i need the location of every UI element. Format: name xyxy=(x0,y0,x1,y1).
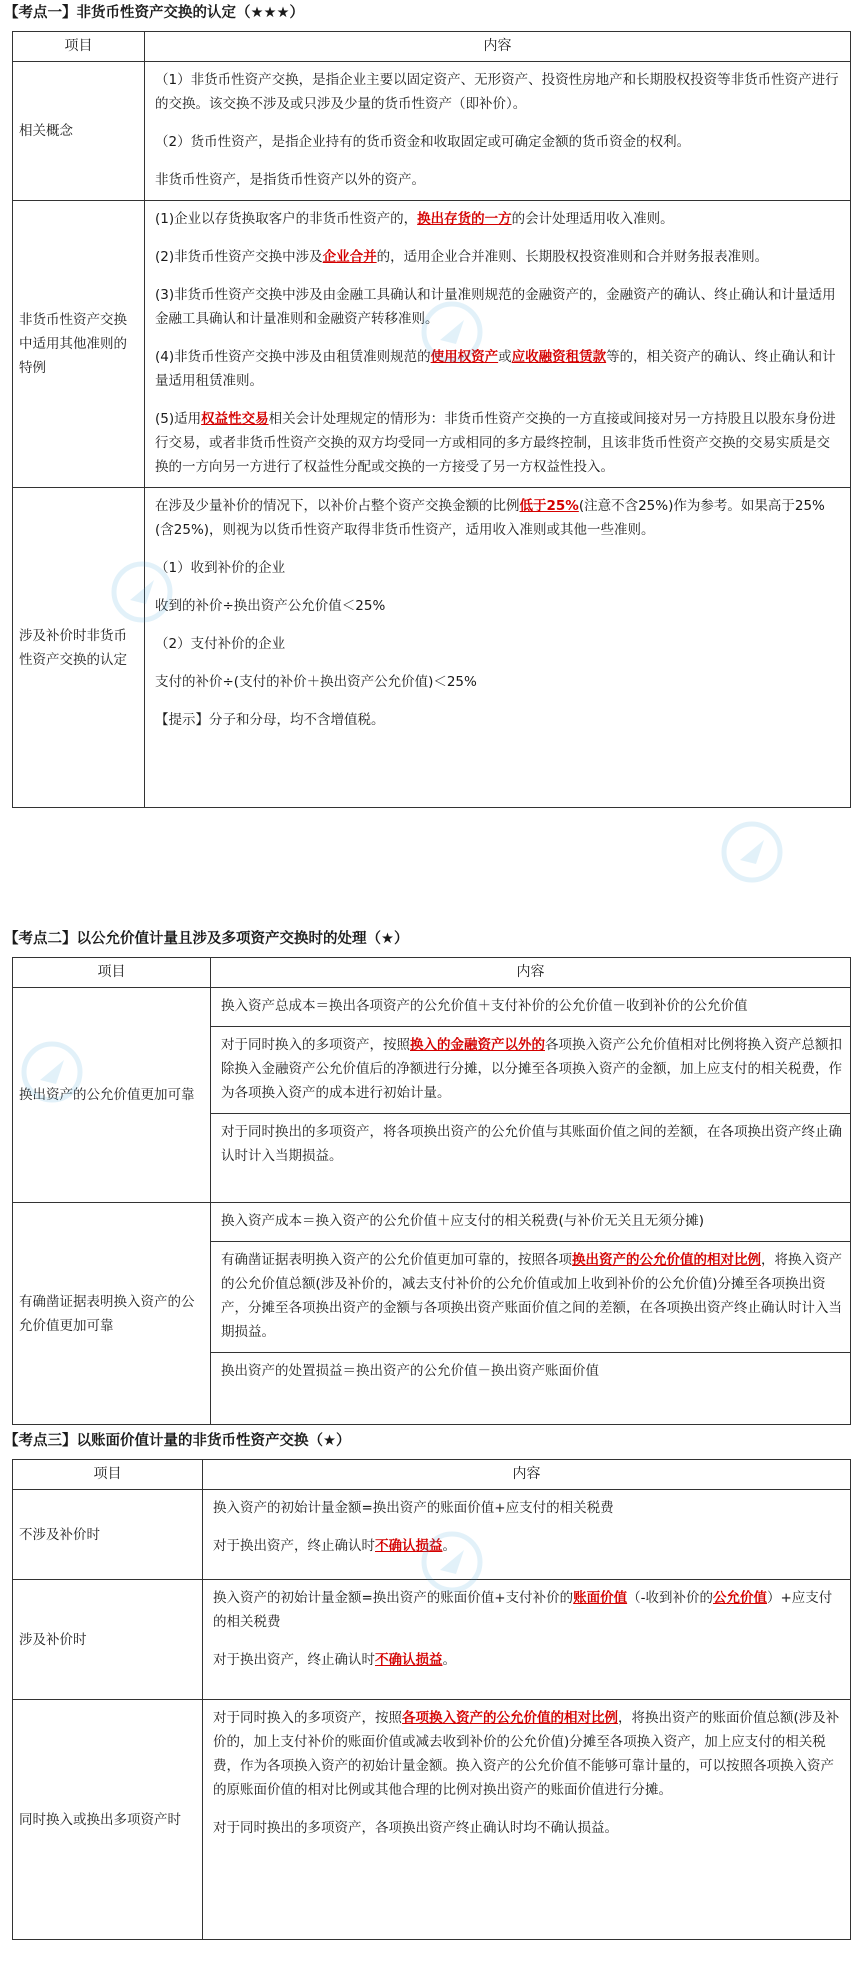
section-1-table xyxy=(12,31,851,808)
row-content xyxy=(203,1490,851,1580)
paragraph xyxy=(145,702,850,740)
text-segment: 换入资产成本＝换入资产的公允价值＋应支付的相关税费(与补价无关且无须分摊) xyxy=(221,1213,705,1229)
text-segment: 对于同时换出的多项资产，将各项换出资产的公允价值与其账面价值之间的差额，在各项换出资产终止确认时计入当期损益。 xyxy=(221,1124,842,1164)
table-row xyxy=(13,1490,851,1580)
watermark-logo-icon xyxy=(720,820,784,884)
paragraph xyxy=(203,1528,850,1566)
row-label: 相关概念 xyxy=(13,62,145,201)
text-segment: （-收到补价的 xyxy=(627,1590,713,1606)
header-item: 项目 xyxy=(13,958,211,988)
text-segment: 或 xyxy=(498,349,512,365)
table-row xyxy=(13,62,851,201)
paragraph xyxy=(145,626,850,664)
row-content xyxy=(211,1203,851,1425)
text-segment: 对于同时换出的多项资产，各项换出资产终止确认时均不确认损益。 xyxy=(213,1820,618,1836)
sub-cell xyxy=(211,1027,850,1114)
text-segment: （1）非货币性资产交换，是指企业主要以固定资产、无形资产、投资性房地产和长期股权投资等非货币性资产进行的交换。该交换不涉及或只涉及少量的货币性资产（即补价）。 xyxy=(155,72,839,112)
header-content: 内容 xyxy=(145,32,851,62)
sub-cell xyxy=(211,1242,850,1353)
highlight-text: 账面价值 xyxy=(573,1590,628,1606)
paragraph xyxy=(145,588,850,626)
table-row xyxy=(13,1700,851,1940)
section-3-table xyxy=(12,1459,851,1940)
row-content xyxy=(145,62,851,201)
text-segment: 收到的补价÷换出资产公允价值＜25% xyxy=(155,598,386,614)
text-segment: (1)企业以存货换取客户的非货币性资产的， xyxy=(155,211,418,227)
text-segment: 换出资产的处置损益＝换出资产的公允价值－换出资产账面价值 xyxy=(221,1363,599,1379)
table-row xyxy=(13,488,851,808)
row-label: 涉及补价时 xyxy=(13,1580,203,1700)
text-segment: 非货币性资产，是指货币性资产以外的资产。 xyxy=(155,172,425,188)
row-content xyxy=(145,488,851,808)
sub-cell xyxy=(211,1353,850,1391)
paragraph xyxy=(145,62,850,124)
sub-cell xyxy=(211,1114,850,1176)
text-segment: (3)非货币性资产交换中涉及由金融工具确认和计量准则规范的金融资产的，金融资产的确认、终止确认和计量适用金融工具确认和计量准则和金融资产转移准则。 xyxy=(155,287,836,327)
paragraph xyxy=(203,1490,850,1528)
table-row xyxy=(13,201,851,488)
text-segment: 换入资产总成本＝换出各项资产的公允价值＋支付补价的公允价值－收到补价的公允价值 xyxy=(221,998,748,1014)
row-label: 同时换入或换出多项资产时 xyxy=(13,1700,203,1940)
text-segment: 的，适用企业合并准则、长期股权投资准则和合并财务报表准则。 xyxy=(376,249,769,265)
text-segment: ，将换出资产的账面价值总额(涉及补价的，加上支付补价的账面价值或减去收到补价的公允价值)分摊至各项换入资产，加上应支付的相关税费，作为各项换入资产的初始计量金额。换入资产的公允价值不能够可靠计量的，可以按照各项换入资产的原账面价值的相对比例或其他合理的比例对换出资产的账面价值进行分摊。 xyxy=(213,1710,840,1798)
highlight-text: 不确认损益 xyxy=(375,1652,443,1668)
text-segment: ，将换入资产的公允价值总额(涉及补价的，减去支付补价的公允价值或加上收到补价的公允价值)分摊至各项换出资产，分摊至各项换出资产的金额与各项换出资产账面价值之间的差额，在各项换出资产终止确认时计入当期损益。 xyxy=(221,1252,842,1340)
row-label: 不涉及补价时 xyxy=(13,1490,203,1580)
text-segment: 。 xyxy=(442,1652,456,1668)
text-segment: 对于换出资产，终止确认时 xyxy=(213,1538,375,1554)
section-2-table xyxy=(12,957,851,1425)
section-2-title: 【考点二】以公允价值计量且涉及多项资产交换时的处理（★） xyxy=(4,931,409,947)
table-row xyxy=(13,1203,851,1425)
table-row xyxy=(13,1580,851,1700)
row-content xyxy=(145,201,851,488)
highlight-text: 应收融资租赁款 xyxy=(511,349,607,365)
paragraph xyxy=(145,124,850,162)
text-segment: 等的，相关资产的确认、终止确认和计量适用租赁准则。 xyxy=(155,349,836,389)
header-content: 内容 xyxy=(203,1460,851,1490)
table-row xyxy=(13,988,851,1203)
sub-cell xyxy=(211,1203,850,1242)
text-segment: （1）收到补价的企业 xyxy=(155,560,286,576)
highlight-text: 使用权资产 xyxy=(430,349,499,365)
row-content xyxy=(203,1580,851,1700)
row-content xyxy=(203,1700,851,1940)
header-item: 项目 xyxy=(13,1460,203,1490)
paragraph xyxy=(145,162,850,200)
paragraph xyxy=(203,1700,850,1810)
text-segment: 的会计处理适用收入准则。 xyxy=(511,211,674,227)
text-segment: （2）货币性资产，是指企业持有的货币资金和收取固定或可确定金额的货币资金的权利。 xyxy=(155,134,691,150)
highlight-text: 企业合并 xyxy=(322,249,377,265)
highlight-text: 低于25% xyxy=(519,498,579,514)
paragraph xyxy=(145,239,850,277)
text-segment: 换入资产的初始计量金额=换出资产的账面价值+支付补价的 xyxy=(213,1590,574,1606)
paragraph xyxy=(145,664,850,702)
text-segment: (注意不含25%)作为参考。如果高于25%(含25%)，则视为以货币性资产取得非货币性资产，适用收入准则或其他一些准则。 xyxy=(155,498,825,538)
text-segment: ）+应支付的相关税费 xyxy=(213,1590,833,1630)
text-segment: 对于同时换入的多项资产，按照 xyxy=(221,1037,410,1053)
section-3-title: 【考点三】以账面价值计量的非货币性资产交换（★） xyxy=(4,1433,351,1449)
section-1-title: 【考点一】非货币性资产交换的认定（★★★） xyxy=(4,5,304,21)
text-segment: 。 xyxy=(442,1538,456,1554)
paragraph xyxy=(203,1810,850,1848)
row-label: 有确凿证据表明换入资产的公允价值更加可靠 xyxy=(13,1203,211,1425)
highlight-text: 换入的金融资产以外的 xyxy=(410,1037,545,1053)
header-item: 项目 xyxy=(13,32,145,62)
paragraph xyxy=(145,550,850,588)
row-label: 换出资产的公允价值更加可靠 xyxy=(13,988,211,1203)
text-segment: 在涉及少量补价的情况下，以补价占整个资产交换金额的比例 xyxy=(155,498,520,514)
text-segment: (5)适用 xyxy=(155,411,202,427)
paragraph xyxy=(203,1642,850,1680)
highlight-text: 公允价值 xyxy=(713,1590,767,1606)
text-segment: (2)非货币性资产交换中涉及 xyxy=(155,249,323,265)
sub-cell xyxy=(211,988,850,1027)
text-segment: 有确凿证据表明换入资产的公允价值更加可靠的，按照各项 xyxy=(221,1252,572,1268)
text-segment: 换入资产的初始计量金额=换出资产的账面价值+应支付的相关税费 xyxy=(213,1500,614,1516)
header-content: 内容 xyxy=(211,958,851,988)
text-segment: 【提示】分子和分母，均不含增值税。 xyxy=(155,712,385,728)
paragraph xyxy=(145,201,850,239)
paragraph xyxy=(145,277,850,339)
highlight-text: 不确认损益 xyxy=(375,1538,443,1554)
row-label: 涉及补价时非货币性资产交换的认定 xyxy=(13,488,145,808)
text-segment: 对于换出资产，终止确认时 xyxy=(213,1652,375,1668)
highlight-text: 换出存货的一方 xyxy=(417,211,512,227)
text-segment: 相关会计处理规定的情形为：非货币性资产交换的一方直接或间接对另一方持股且以股东身份进行交易，或者非货币性资产交换的双方均受同一方或相同的多方最终控制，且该非货币性资产交换的交易实质是交换的一方向另一方进行了权益性分配或交换的一方接受了另一方权益性投入。 xyxy=(155,411,836,475)
text-segment: （2）支付补价的企业 xyxy=(155,636,286,652)
row-content xyxy=(211,988,851,1203)
highlight-text: 换出资产的公允价值的相对比例 xyxy=(572,1252,761,1268)
text-segment: 对于同时换入的多项资产，按照 xyxy=(213,1710,402,1726)
paragraph xyxy=(145,339,850,401)
paragraph xyxy=(203,1580,850,1642)
highlight-text: 各项换入资产的公允价值的相对比例 xyxy=(402,1710,618,1726)
paragraph xyxy=(145,401,850,487)
paragraph xyxy=(145,488,850,550)
text-segment: 各项换入资产公允价值相对比例将换入资产总额扣除换入金融资产公允价值后的净额进行分摊，以分摊至各项换入资产的金额，加上应支付的相关税费，作为各项换入资产的成本进行初始计量。 xyxy=(221,1037,842,1101)
row-label: 非货币性资产交换中适用其他准则的特例 xyxy=(13,201,145,488)
highlight-text: 权益性交易 xyxy=(201,411,269,427)
text-segment: (4)非货币性资产交换中涉及由租赁准则规范的 xyxy=(155,349,431,365)
text-segment: 支付的补价÷(支付的补价＋换出资产公允价值)＜25% xyxy=(155,674,477,690)
